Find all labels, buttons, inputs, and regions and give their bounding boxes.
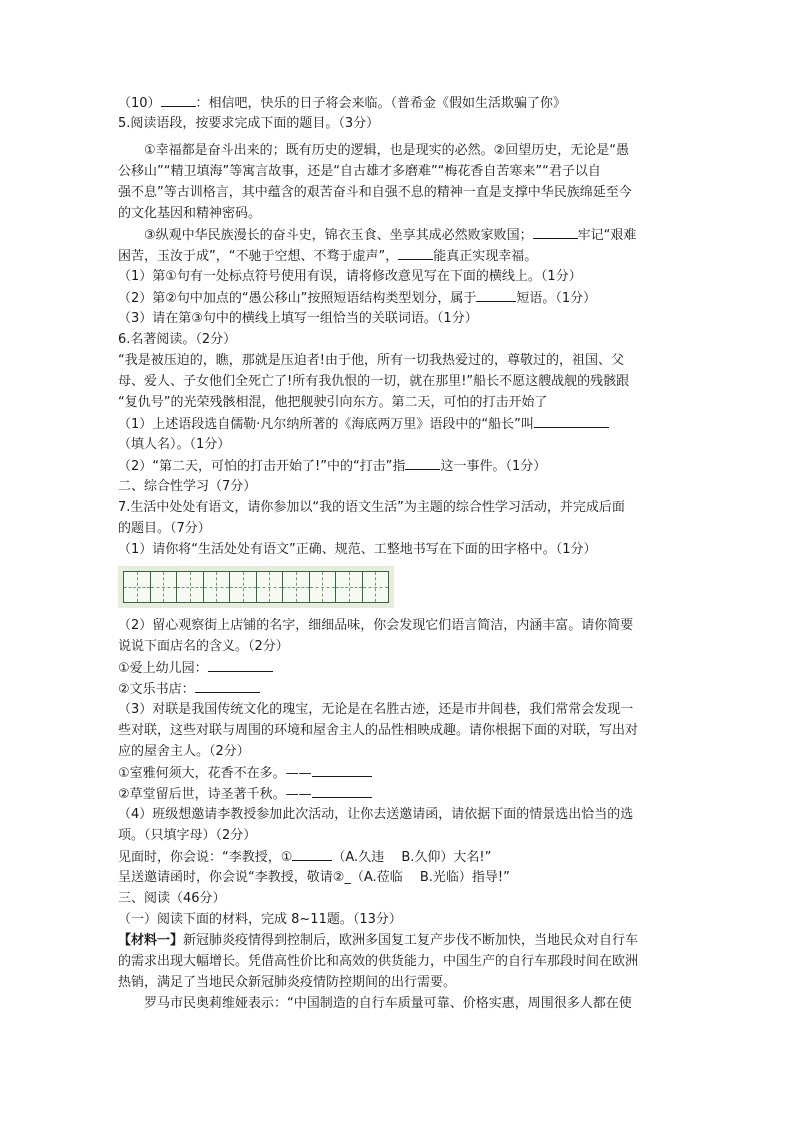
sub-question: 项。（只填字母）（2分） (118, 828, 257, 843)
sub-question: （4）班级想邀请李教授参加此次活动，让你去送邀请函，请依据下面的情景选出恰当的选 (118, 807, 634, 822)
text: 困苦，玉汝于成”，“不驰于空想、不骛于虚声”， (118, 249, 399, 264)
couplet-item (118, 783, 678, 804)
text: （2）第②句中加点的“愚公移山”按照短语结构类型划分，属于 (118, 291, 477, 306)
answer-blank[interactable] (161, 92, 196, 107)
paragraph-line: 公移山”“精卫填海”等寓言故事，还是“自古雄才多磨难”“梅花香自苦寒来”“君子以自 (118, 164, 601, 179)
question-5-heading: 5.阅读语段，按要求完成下面的题目。（3分） (118, 116, 380, 131)
sub-question: （3）请在第③句中的横线上填写一组恰当的关联词语。（1分） (118, 311, 478, 326)
answer-blank[interactable] (405, 455, 440, 470)
text: （A.莅临 B.光临）指导!” (350, 870, 510, 885)
grid-cell[interactable] (204, 572, 231, 602)
text: 呈送邀请函时，你会说“李教授，敬请②_ (118, 870, 351, 885)
paragraph-line: 的文化基因和精神密码。 (118, 206, 262, 221)
material-label: 【材料一】 (118, 933, 184, 948)
text: （1）上述语段选自儒勒·凡尔纳所著的《海底两万里》语段中的“船长”叫 (118, 417, 534, 432)
text: （A.久违 B.久仰）大名!” (332, 850, 492, 865)
answer-blank[interactable] (312, 783, 372, 798)
question-6-heading: 6.名著阅读。（2分） (118, 332, 237, 347)
answer-blank[interactable] (533, 224, 578, 239)
material-line (118, 930, 678, 951)
sub-question: 说说下面店名的含义。（2分） (118, 639, 289, 654)
text: （2）“第二天，可怕的打击开始了!”中的“打击”指 (118, 459, 406, 474)
answer-blank[interactable] (292, 846, 332, 861)
grid-cell[interactable] (124, 572, 151, 602)
answer-blank[interactable] (312, 762, 372, 777)
paragraph-line: 强不息”等古训格言，其中蕴含的艰苦奋斗和自强不息的精神一直是支撑中华民族绵延至今 (118, 185, 632, 200)
section-heading: 三、阅读（46分） (118, 891, 226, 906)
sub-question: 应的屋舍主人。（2分） (118, 744, 250, 759)
grid-cell[interactable] (283, 572, 310, 602)
question-10-line (118, 92, 678, 113)
material-line: 热销，满足了当地民众新冠肺炎疫情防控期间的出行需要。 (118, 975, 457, 990)
question-7-heading: 7.生活中处处有语文，请你参加以“我的语文生活”为主题的综合性学习活动，并完成后面 (118, 500, 625, 515)
document-page (118, 92, 678, 1014)
question-7-heading: 的题目。（7分） (118, 521, 211, 536)
answer-blank[interactable] (476, 287, 516, 302)
text: 能真正实现幸福。 (433, 249, 538, 264)
sub-question (118, 455, 678, 476)
grid-cell[interactable] (363, 572, 389, 602)
text: ②文乐书店： (118, 682, 195, 697)
text: ①爱上幼儿园： (118, 661, 208, 676)
text: ③纵观中华民族漫长的奋斗史，锦衣玉食、坐享其成必然败家败国； (144, 228, 533, 243)
text: 牢记“艰难 (577, 228, 637, 243)
answer-blank[interactable] (208, 657, 273, 672)
text: 新冠肺炎疫情得到控制后，欧洲多国复工复产步伐不断加快，当地民众对自行车 (183, 933, 639, 948)
grid-cell[interactable] (257, 572, 284, 602)
grid-cell[interactable] (310, 572, 337, 602)
quote-line: “复仇号”的光荣残骸相混，他把舰驶引向东方。第二天，可怕的打击开始了 (118, 395, 548, 410)
reading-intro: （一）阅读下面的材料，完成 8~11题。（13分） (118, 912, 402, 927)
grid-cell[interactable] (151, 572, 178, 602)
section-heading: 二、综合性学习（7分） (118, 479, 257, 494)
sub-question: （1）请你将“生活处处有语文”正确、规范、工整地书写在下面的田字格中。（1分） (118, 542, 597, 557)
sub-question: （2）留心观察街上店铺的名字，细细品味，你会发现它们语言简洁，内涵丰富。请你简要 (118, 618, 634, 633)
sub-question: （3）对联是我国传统文化的瑰宝，无论是在名胜古迹，还是市井闾巷，我们常常会发现一 (118, 702, 634, 717)
text: 见面时，你会说：“李教授，① (118, 850, 293, 865)
text: ②草堂留后世，诗圣著千秋。—— (118, 787, 312, 802)
text: ：相信吧，快乐的日子将会来临。（普希金《假如生活欺骗了你》 (195, 96, 567, 111)
answer-blank[interactable] (534, 413, 609, 428)
tianzige-writing-grid (118, 566, 394, 608)
sub-question (118, 287, 678, 308)
choice-item (118, 867, 678, 888)
answer-blank[interactable] (398, 245, 433, 260)
sub-question (118, 413, 678, 434)
paragraph-line (118, 245, 678, 266)
grid-cell[interactable] (336, 572, 363, 602)
grid-cell[interactable] (230, 572, 257, 602)
text: ①室雅何须大，花香不在多。—— (118, 766, 312, 781)
shop-name-item (118, 657, 678, 678)
text: 这一事件。（1分） (440, 459, 547, 474)
material-line: 的需求出现大幅增长。凭借高性价比和高效的供货能力，中国生产的自行车那段时间在欧洲 (118, 954, 639, 969)
material-line: 罗马市民奥莉维娅表示：“中国制造的自行车质量可靠、价格实惠，周围很多人都在使 (144, 996, 632, 1011)
quote-line: “我是被压迫的，瞧，那就是压迫者!由于他，所有一切我热爱过的，尊敬过的，祖国、父 (118, 353, 624, 368)
grid-cell[interactable] (177, 572, 204, 602)
text: （10） (118, 96, 161, 111)
paragraph-line (118, 224, 678, 245)
choice-item (118, 846, 678, 867)
sub-question: 些对联，这些对联与周围的环境和屋舍主人的品性相映成趣。请你根据下面的对联，写出对 (118, 723, 639, 738)
sub-question: （1）第①句有一处标点符号使用有误，请将修改意见写在下面的横线上。（1分） (118, 269, 582, 284)
answer-blank[interactable] (195, 678, 260, 693)
couplet-item (118, 762, 678, 783)
quote-line: 母、爱人、子女他们全死亡了!所有我仇恨的一切，就在那里!”船长不愿这艘战舰的残骸跟 (118, 374, 630, 389)
text: 短语。（1分） (516, 291, 597, 306)
shop-name-item (118, 678, 678, 699)
paragraph-line: ①幸福都是奋斗出来的；既有历史的逻辑，也是现实的必然。②回望历史，无论是“愚 (144, 143, 630, 158)
sub-question: （填人名）。（1分） (118, 437, 231, 452)
